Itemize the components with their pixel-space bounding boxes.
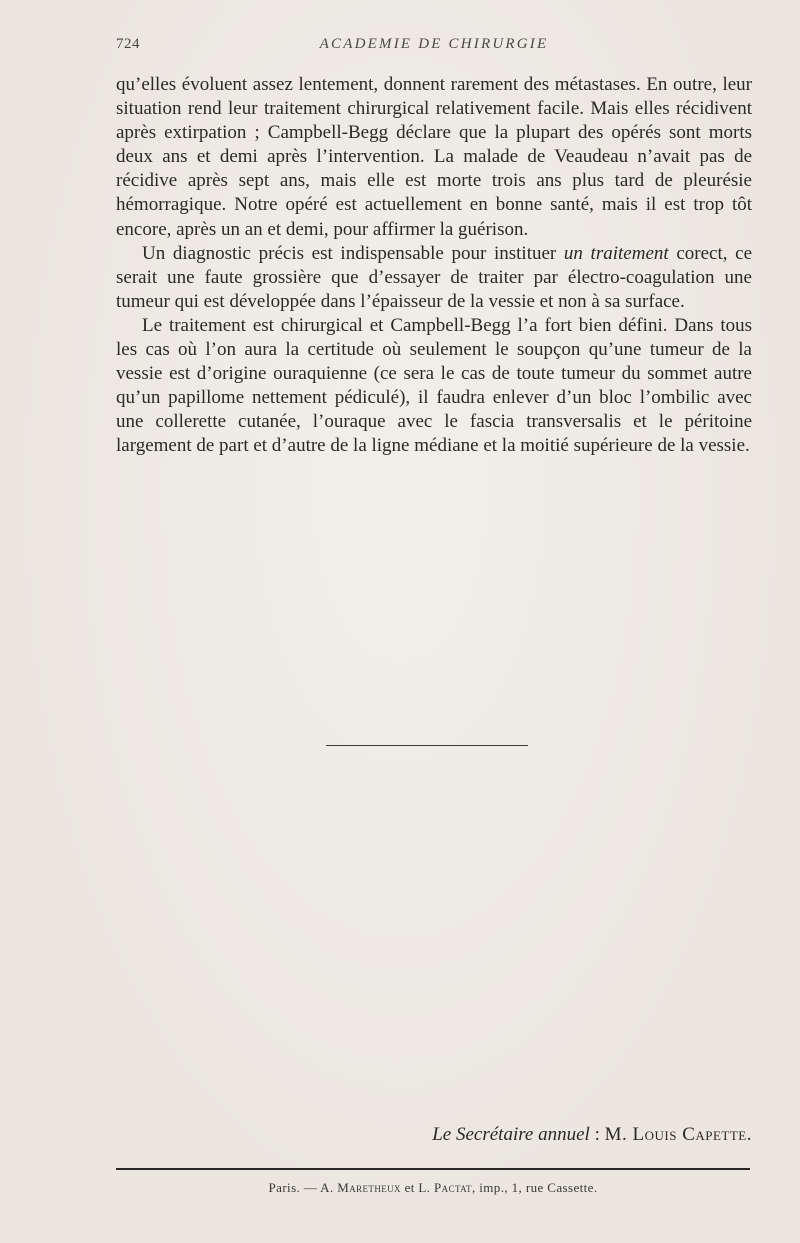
paragraph-2-end: corect, ce serait une faute grossière que d’essayer de traiter par électro-coagulation une tumeur qui est développée dans l’épaisseur de la vessie et non à sa surface. bbox=[116, 242, 753, 312]
body-text bbox=[116, 73, 752, 459]
imprint-prefix: Paris. — A. bbox=[268, 1180, 338, 1195]
section-divider bbox=[326, 745, 528, 746]
running-title: ACADEMIE DE CHIRURGIE bbox=[319, 36, 549, 52]
printer-imprint bbox=[116, 1180, 750, 1196]
paragraph-3: Le traitement est chirurgical et Campbell-Begg l’a fort bien défini. Dans tous les cas où l’on aura la certitude où seulement le soupçon qu’une tumeur de la vessie est d’origine ouraquienne (ce sera le cas de toute tumeur du sommet autre qu’un papillome nettement pédiculé), il faudra enlever d’un bloc l’ombilic avec une collerette cutanée, l’ouraque avec le fascia transversalis et le péritoine largement de part et d’autre de la ligne médiane et la moitié supérieure de la vessie. bbox=[116, 314, 752, 457]
imprint-printer-2: Pactat bbox=[434, 1180, 472, 1195]
page-number: 724 bbox=[116, 36, 140, 52]
signature-name: M. Louis Capette. bbox=[604, 1124, 752, 1145]
signature bbox=[432, 1124, 752, 1146]
signature-separator: : bbox=[589, 1124, 605, 1145]
paragraph-2-italic: un traitement bbox=[563, 242, 669, 264]
paragraph-2-start: Un diagnostic précis est indispensable pour instituer bbox=[142, 242, 564, 264]
imprint-and: et L. bbox=[400, 1180, 435, 1195]
imprint-printer-1: Maretheux bbox=[337, 1180, 401, 1195]
paragraph-2 bbox=[116, 242, 752, 314]
signature-role: Le Secrétaire annuel bbox=[432, 1124, 590, 1145]
paragraph-1: qu’elles évoluent assez lentement, donnent rarement des métastases. En outre, leur situation rend leur traitement chirurgical relativement facile. Mais elles récidivent après extirpation ; Campbell-Begg déclare que la plupart des opérés sont morts deux ans et demi après l’intervention. La malade de Veaudeau n’avait pas de récidive après sept ans, mais elle est morte trois ans plus tard de pleurésie hémorragique. Notre opéré est actuellement en bonne santé, mais il est trop tôt encore, après un an et demi, pour affirmer la guérison. bbox=[116, 74, 752, 240]
imprint-suffix: , imp., 1, rue Cassette. bbox=[471, 1180, 598, 1195]
footer-rule bbox=[116, 1168, 750, 1170]
page-header bbox=[116, 36, 752, 58]
